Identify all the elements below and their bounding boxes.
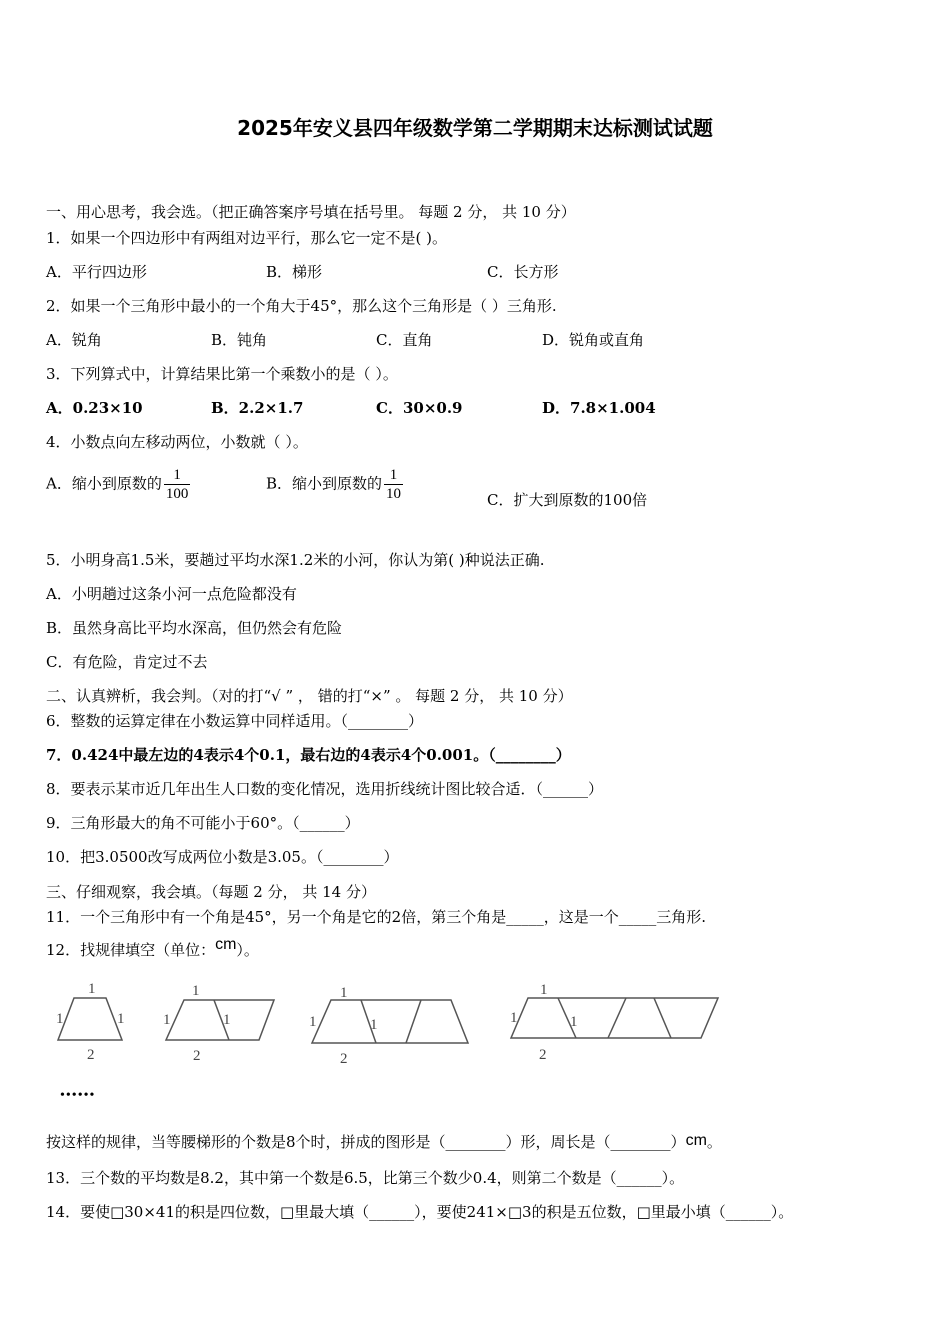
q3-option-c: C．30×0.9	[376, 399, 463, 417]
trapezoid-divider	[654, 998, 671, 1038]
question-11: 11．一个三角形中有一个角是45°，另一个角是它的2倍，第三个角是_____，这是一个_____三角形.	[46, 908, 706, 926]
q1-option-a: A．平行四边形	[46, 263, 147, 281]
fig2-inner-label: 1	[223, 1012, 231, 1028]
fig2-left-label: 1	[163, 1012, 171, 1028]
question-9: 9．三角形最大的角不可能小于60°。（______）	[46, 814, 360, 832]
fig4-left-label: 1	[510, 1010, 518, 1026]
q4-option-b	[266, 466, 403, 503]
q12-stem: 12．找规律填空（单位：	[46, 941, 216, 959]
question-12	[46, 936, 259, 961]
fig4-bottom-label: 2	[539, 1047, 547, 1063]
section-2-heading: 二、认真辨析，我会判。（对的打“√ ” ， 错的打“×” 。 每题 2 分， 共 10 分）	[46, 687, 573, 705]
question-13: 13．三个数的平均数是8.2，其中第一个数是6.5，比第三个数少0.4，则第二个数是（______）。	[46, 1169, 685, 1187]
q2-option-b: B．钝角	[211, 331, 268, 349]
trapezoid-group-4	[511, 998, 718, 1038]
fig2-top-label: 1	[192, 983, 200, 999]
q12-follow-text: 按这样的规律，当等腰梯形的个数是8个时，拼成的图形是（________）形，周长是（________）	[46, 1133, 686, 1151]
fig3-inner-label: 1	[370, 1017, 378, 1033]
question-3: 3．下列算式中，计算结果比第一个乘数小的是（ ）。	[46, 365, 398, 383]
trapezoid-group-2	[166, 1000, 274, 1040]
q5-option-b: B．虽然身高比平均水深高，但仍然会有危险	[46, 619, 343, 637]
fig1-left-label: 1	[56, 1011, 64, 1027]
q4-option-a	[46, 466, 190, 503]
trapezoid-1	[58, 998, 122, 1040]
q12-follow-up	[46, 1132, 722, 1153]
q1-option-b: B．梯形	[266, 263, 323, 281]
section-3-heading: 三、仔细观察，我会填。（每题 2 分， 共 14 分）	[46, 883, 376, 901]
q5-option-a: A．小明趟过这条小河一点危险都没有	[46, 585, 297, 603]
q12-follow-end: 。	[706, 1133, 722, 1151]
q4-option-b-label: B．缩小到原数的	[266, 474, 383, 493]
fig3-top-label: 1	[340, 985, 348, 1001]
continuation-dots: ••••••	[60, 1088, 96, 1103]
q3-option-b: B．2.2×1.7	[211, 399, 304, 417]
q3-option-a: A．0.23×10	[46, 399, 143, 417]
question-1: 1．如果一个四边形中有两组对边平行，那么它一定不是( )。	[46, 229, 448, 247]
unit-cm-2: cm	[685, 1132, 707, 1149]
question-6: 6．整数的运算定律在小数运算中同样适用。（________）	[46, 712, 424, 730]
trapezoid-divider	[406, 1000, 421, 1043]
q3-option-d: D．7.8×1.004	[542, 399, 656, 417]
fig1-right-label: 1	[117, 1011, 125, 1027]
fig1-top-label: 1	[88, 981, 96, 997]
fig2-bottom-label: 2	[193, 1048, 201, 1064]
q2-option-c: C．直角	[376, 331, 433, 349]
question-10: 10．把3.0500改写成两位小数是3.05。（________）	[46, 848, 399, 866]
page-title: 2025年安义县四年级数学第二学期期末达标测试试题	[237, 116, 713, 140]
question-7: 7．0.424中最左边的4表示4个0.1，最右边的4表示4个0.001。（________）	[46, 746, 571, 764]
fig3-bottom-label: 2	[340, 1051, 348, 1067]
trapezoid-group-3	[312, 1000, 468, 1043]
unit-cm: cm	[215, 936, 237, 953]
fraction-1-10: $\frac{1}{10}$	[386, 467, 402, 502]
q12-stem-end: ）。	[236, 941, 259, 959]
trapezoid-pattern-figure	[46, 975, 746, 1105]
q2-option-d: D．锐角或直角	[542, 331, 645, 349]
question-8: 8．要表示某市近几年出生人口数的变化情况，选用折线统计图比较合适．（______）	[46, 780, 604, 798]
trapezoid-divider	[608, 998, 626, 1038]
q2-option-a: A．锐角	[46, 331, 102, 349]
fig1-bottom-label: 2	[87, 1047, 95, 1063]
q5-option-c: C．有危险，肯定过不去	[46, 653, 208, 671]
fig3-left-label: 1	[309, 1014, 317, 1030]
section-1-heading: 一、用心思考，我会选。（把正确答案序号填在括号里。 每题 2 分， 共 10 分）	[46, 203, 576, 221]
q1-option-c: C．长方形	[487, 263, 559, 281]
question-2: 2．如果一个三角形中最小的一个角大于45°，那么这个三角形是（ ）三角形.	[46, 297, 557, 315]
q4-option-a-label: A．缩小到原数的	[46, 474, 162, 493]
question-4: 4．小数点向左移动两位，小数就（ ）。	[46, 433, 308, 451]
question-5: 5．小明身高1.5米，要趟过平均水深1.2米的小河，你认为第( )种说法正确.	[46, 551, 545, 569]
fig4-top-label: 1	[540, 982, 548, 998]
q4-option-c: C．扩大到原数的100倍	[487, 491, 648, 509]
question-14: 14．要使□30×41的积是四位数，□里最大填（______），要使241×□3的积是五位数，□里最小填（______）。	[46, 1203, 794, 1221]
fraction-1-100: $\frac{1}{100}$	[165, 467, 189, 502]
fig4-inner-label: 1	[570, 1014, 578, 1030]
